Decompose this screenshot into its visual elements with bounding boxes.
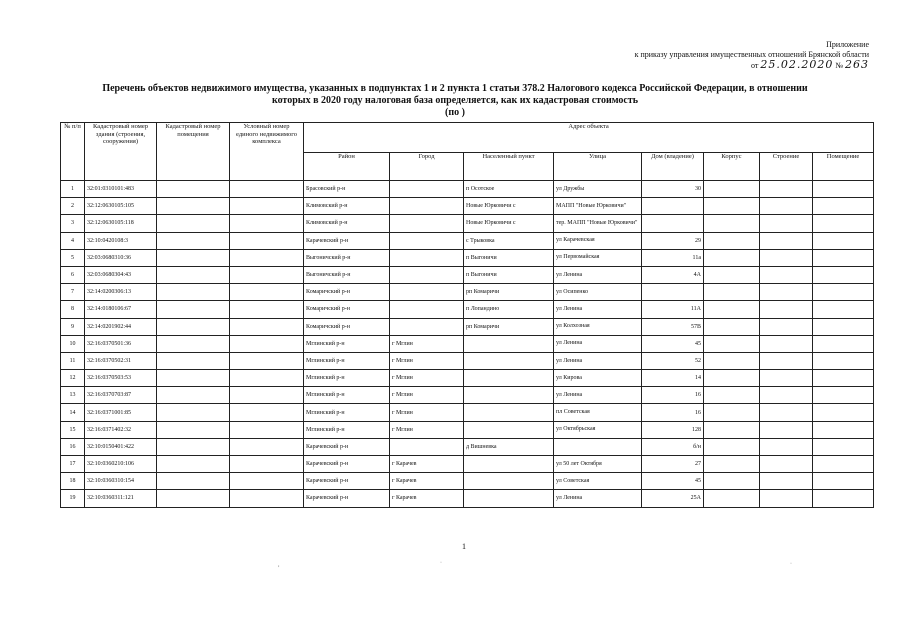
cell-cad-building: 32:10:0360210:106	[85, 456, 157, 473]
cell-locality: с Трыковка	[464, 232, 554, 249]
cell-street: ул Ленина	[554, 266, 642, 283]
cell-house	[642, 284, 704, 301]
cell-structure	[760, 438, 813, 455]
cell-locality: рп Комаричи	[464, 284, 554, 301]
cell-structure	[760, 301, 813, 318]
header-street: Улица	[554, 153, 642, 181]
cell-locality	[464, 335, 554, 352]
page-number: 1	[462, 542, 466, 551]
cell-cad-room	[157, 370, 230, 387]
cell-building	[704, 301, 760, 318]
cell-building	[704, 249, 760, 266]
cell-cond-num	[230, 438, 304, 455]
cell-house	[642, 198, 704, 215]
cell-building	[704, 387, 760, 404]
cell-num: 5	[61, 249, 85, 266]
header-row	[61, 123, 874, 153]
cell-district: Климовский р-н	[304, 215, 390, 232]
cell-street: ул Первомайская	[554, 249, 642, 266]
scan-mark: ·	[440, 560, 442, 566]
cell-city: г Карачев	[390, 473, 464, 490]
table-row	[61, 404, 874, 421]
cell-cad-building: 32:10:0150401:422	[85, 438, 157, 455]
cell-building	[704, 284, 760, 301]
cell-house: 25А	[642, 490, 704, 507]
appendix-title: Приложение	[826, 40, 869, 49]
cell-cad-room	[157, 318, 230, 335]
scan-mark: ,	[278, 562, 280, 568]
appendix-date-line	[635, 60, 869, 71]
cell-district: Климовский р-н	[304, 198, 390, 215]
header-city: Город	[390, 153, 464, 181]
header-room: Помещение	[813, 153, 874, 181]
cell-district: Комаричский р-н	[304, 284, 390, 301]
cell-structure	[760, 473, 813, 490]
cell-cond-num	[230, 181, 304, 198]
cell-house: 57В	[642, 318, 704, 335]
cell-cond-num	[230, 370, 304, 387]
cell-cad-building: 32:03:0680304:43	[85, 266, 157, 283]
cell-district: Мглинский р-н	[304, 352, 390, 369]
table-row	[61, 215, 874, 232]
cell-room	[813, 284, 874, 301]
cell-cad-room	[157, 352, 230, 369]
cell-cad-room	[157, 421, 230, 438]
cell-cond-num	[230, 301, 304, 318]
cell-building	[704, 318, 760, 335]
cell-district: Выгоничский р-н	[304, 266, 390, 283]
table-row	[61, 421, 874, 438]
cell-structure	[760, 284, 813, 301]
cell-cad-room	[157, 301, 230, 318]
cell-locality	[464, 370, 554, 387]
cell-room	[813, 404, 874, 421]
cell-house: 128	[642, 421, 704, 438]
cell-structure	[760, 387, 813, 404]
cell-district: Мглинский р-н	[304, 404, 390, 421]
cell-street: ул Кирова	[554, 370, 642, 387]
cell-num: 13	[61, 387, 85, 404]
cell-street: ул Осипенко	[554, 284, 642, 301]
cell-district: Выгоничский р-н	[304, 249, 390, 266]
cell-cad-room	[157, 181, 230, 198]
cell-cad-room	[157, 266, 230, 283]
appendix-no: №	[835, 61, 843, 70]
cell-city	[390, 215, 464, 232]
cell-city	[390, 284, 464, 301]
cell-street: пл Советская	[554, 404, 642, 421]
appendix-order: к приказу управления имущественных отношений Брянской области	[634, 50, 869, 59]
table-row	[61, 266, 874, 283]
cell-cad-room	[157, 404, 230, 421]
cell-street: ул Карачевская	[554, 232, 642, 249]
cell-district: Брасовский р-н	[304, 181, 390, 198]
cell-cad-building: 32:16:0370501:36	[85, 335, 157, 352]
cell-building	[704, 490, 760, 507]
cell-cond-num	[230, 456, 304, 473]
cell-building	[704, 232, 760, 249]
cell-num: 1	[61, 181, 85, 198]
cell-cond-num	[230, 421, 304, 438]
cell-district: Комаричский р-н	[304, 301, 390, 318]
header-locality: Населенный пункт	[464, 153, 554, 181]
cell-room	[813, 249, 874, 266]
cell-building	[704, 198, 760, 215]
table-row	[61, 490, 874, 507]
cell-house: 45	[642, 335, 704, 352]
header-cad-room: Кадастровый номер помещения	[157, 123, 230, 181]
cell-cad-building: 32:12:0630105:118	[85, 215, 157, 232]
cell-city	[390, 318, 464, 335]
table-row	[61, 301, 874, 318]
cell-house: 11А	[642, 301, 704, 318]
cell-cad-building: 32:14:0200306:13	[85, 284, 157, 301]
cell-structure	[760, 181, 813, 198]
cell-cad-building: 32:16:0371402:32	[85, 421, 157, 438]
table-row	[61, 198, 874, 215]
cell-district: Мглинский р-н	[304, 421, 390, 438]
cell-cond-num	[230, 490, 304, 507]
cell-locality: п Выгоничи	[464, 249, 554, 266]
cell-building	[704, 335, 760, 352]
cell-structure	[760, 318, 813, 335]
header-address: Адрес объекта	[304, 123, 874, 153]
cell-structure	[760, 490, 813, 507]
table-row	[61, 284, 874, 301]
cell-street: тер. МАПП "Новые Юрковичи"	[554, 215, 642, 232]
cell-district: Мглинский р-н	[304, 335, 390, 352]
cell-locality	[464, 352, 554, 369]
cell-cad-room	[157, 387, 230, 404]
cell-building	[704, 421, 760, 438]
table-row	[61, 181, 874, 198]
header-house: Дом (владение)	[642, 153, 704, 181]
cell-city: г Мглин	[390, 421, 464, 438]
title-line-3: (по )	[445, 107, 465, 118]
cell-cad-room	[157, 473, 230, 490]
cell-room	[813, 301, 874, 318]
cell-num: 12	[61, 370, 85, 387]
header-district: Район	[304, 153, 390, 181]
cell-locality: д Вишневка	[464, 438, 554, 455]
cell-cond-num	[230, 335, 304, 352]
cell-room	[813, 370, 874, 387]
appendix-block	[635, 40, 869, 71]
cell-district: Комаричский р-н	[304, 318, 390, 335]
cell-num: 4	[61, 232, 85, 249]
header-building: Корпус	[704, 153, 760, 181]
cell-cond-num	[230, 232, 304, 249]
appendix-from: от	[750, 61, 759, 70]
cell-cad-building: 32:10:0360310:154	[85, 473, 157, 490]
cell-cad-room	[157, 456, 230, 473]
table-row	[61, 387, 874, 404]
cell-house: 52	[642, 352, 704, 369]
cell-room	[813, 490, 874, 507]
cell-locality	[464, 421, 554, 438]
cell-city: г Мглин	[390, 370, 464, 387]
cell-district: Карачевский р-н	[304, 490, 390, 507]
cell-street	[554, 438, 642, 455]
cell-room	[813, 318, 874, 335]
cell-cond-num	[230, 215, 304, 232]
cell-num: 17	[61, 456, 85, 473]
cell-structure	[760, 421, 813, 438]
cell-city	[390, 249, 464, 266]
table-row	[61, 232, 874, 249]
table-body	[61, 181, 874, 508]
cell-cad-room	[157, 249, 230, 266]
cell-room	[813, 266, 874, 283]
cell-num: 9	[61, 318, 85, 335]
cell-city: г Мглин	[390, 352, 464, 369]
cell-house: 14	[642, 370, 704, 387]
cell-district: Мглинский р-н	[304, 387, 390, 404]
title-line-1: Перечень объектов недвижимого имущества, указанных в подпунктах 1 и 2 пункта 1 статьи 378.2 Налогового кодекса Российской Федерации, в отношении	[102, 83, 808, 94]
cell-locality: п Выгоничи	[464, 266, 554, 283]
cell-cond-num	[230, 284, 304, 301]
cell-cond-num	[230, 266, 304, 283]
scan-mark: ·	[790, 561, 792, 567]
cell-cad-building: 32:16:0370703:87	[85, 387, 157, 404]
cell-num: 19	[61, 490, 85, 507]
cell-room	[813, 232, 874, 249]
cell-building	[704, 370, 760, 387]
cell-cad-room	[157, 198, 230, 215]
cell-street: ул Ленина	[554, 387, 642, 404]
cell-structure	[760, 456, 813, 473]
cell-building	[704, 404, 760, 421]
cell-room	[813, 335, 874, 352]
cell-num: 16	[61, 438, 85, 455]
cell-house: 27	[642, 456, 704, 473]
property-table	[60, 122, 874, 508]
cell-cad-building: 32:03:0680310:36	[85, 249, 157, 266]
cell-house: б/н	[642, 438, 704, 455]
cell-city	[390, 232, 464, 249]
cell-city	[390, 181, 464, 198]
cell-num: 3	[61, 215, 85, 232]
table-row	[61, 473, 874, 490]
cell-locality	[464, 387, 554, 404]
table-row	[61, 318, 874, 335]
cell-cad-room	[157, 284, 230, 301]
cell-street: ул 50 лет Октября	[554, 456, 642, 473]
cell-locality: п Лопандино	[464, 301, 554, 318]
cell-cad-building: 32:10:0360311:121	[85, 490, 157, 507]
cell-cad-building: 32:14:0180106:67	[85, 301, 157, 318]
cell-room	[813, 198, 874, 215]
cell-city: г Карачев	[390, 490, 464, 507]
cell-city	[390, 301, 464, 318]
cell-building	[704, 456, 760, 473]
cell-house: 4А	[642, 266, 704, 283]
cell-building	[704, 473, 760, 490]
cell-district: Карачевский р-н	[304, 232, 390, 249]
cell-room	[813, 438, 874, 455]
cell-cad-room	[157, 215, 230, 232]
cell-cad-room	[157, 232, 230, 249]
cell-city: г Мглин	[390, 335, 464, 352]
cell-locality: Новые Юрковичи с	[464, 215, 554, 232]
cell-num: 10	[61, 335, 85, 352]
cell-cad-building: 32:10:0420108:3	[85, 232, 157, 249]
cell-num: 11	[61, 352, 85, 369]
cell-room	[813, 421, 874, 438]
cell-num: 2	[61, 198, 85, 215]
cell-house	[642, 215, 704, 232]
cell-locality: Новые Юрковичи с	[464, 198, 554, 215]
title-line-2: которых в 2020 году налоговая база определяется, как их кадастровая стоимость	[271, 95, 639, 106]
cell-cad-room	[157, 438, 230, 455]
header-num: № п/п	[61, 123, 85, 181]
cell-street: ул Ленина	[554, 301, 642, 318]
cell-building	[704, 266, 760, 283]
cell-num: 15	[61, 421, 85, 438]
table-row	[61, 438, 874, 455]
cell-cond-num	[230, 404, 304, 421]
cell-city: г Мглин	[390, 404, 464, 421]
table-row	[61, 352, 874, 369]
cell-city: г Карачев	[390, 456, 464, 473]
cell-num: 6	[61, 266, 85, 283]
cell-room	[813, 473, 874, 490]
cell-num: 7	[61, 284, 85, 301]
cell-building	[704, 181, 760, 198]
cell-room	[813, 215, 874, 232]
cell-locality: п Осотское	[464, 181, 554, 198]
document-title	[40, 83, 870, 119]
header-cad-building: Кадастровый номер здания (строения, сооружения)	[85, 123, 157, 181]
cell-street: ул Ленина	[554, 490, 642, 507]
cell-house: 16	[642, 404, 704, 421]
cell-cond-num	[230, 249, 304, 266]
cell-building	[704, 215, 760, 232]
cell-locality	[464, 490, 554, 507]
cell-street: ул Колхозная	[554, 318, 642, 335]
cell-district: Мглинский р-н	[304, 370, 390, 387]
cell-locality: рп Комаричи	[464, 318, 554, 335]
cell-structure	[760, 249, 813, 266]
cell-locality	[464, 456, 554, 473]
cell-structure	[760, 370, 813, 387]
cell-city	[390, 438, 464, 455]
cell-house: 11а	[642, 249, 704, 266]
cell-num: 18	[61, 473, 85, 490]
cell-street: ул Советская	[554, 473, 642, 490]
header-structure: Строение	[760, 153, 813, 181]
cell-district: Карачевский р-н	[304, 456, 390, 473]
table-row	[61, 335, 874, 352]
cell-room	[813, 387, 874, 404]
cell-structure	[760, 215, 813, 232]
cell-locality	[464, 404, 554, 421]
cell-structure	[760, 266, 813, 283]
cell-city: г Мглин	[390, 387, 464, 404]
cell-building	[704, 352, 760, 369]
cell-locality	[464, 473, 554, 490]
appendix-number: 263	[845, 58, 869, 71]
cell-structure	[760, 352, 813, 369]
cell-room	[813, 456, 874, 473]
cell-street: МАПП "Новые Юрковичи"	[554, 198, 642, 215]
cell-cond-num	[230, 387, 304, 404]
header-cond-num: Условный номер единого недвижимого комплекса	[230, 123, 304, 181]
cell-room	[813, 352, 874, 369]
cell-structure	[760, 232, 813, 249]
cell-city	[390, 198, 464, 215]
cell-cad-room	[157, 335, 230, 352]
cell-cond-num	[230, 318, 304, 335]
cell-house: 30	[642, 181, 704, 198]
cell-street: ул Ленина	[554, 352, 642, 369]
cell-cad-building: 32:12:0630105:105	[85, 198, 157, 215]
cell-cad-building: 32:01:0310101:483	[85, 181, 157, 198]
cell-building	[704, 438, 760, 455]
cell-house: 16	[642, 387, 704, 404]
cell-house: 29	[642, 232, 704, 249]
cell-structure	[760, 335, 813, 352]
table-row	[61, 370, 874, 387]
cell-cad-building: 32:16:0371001:85	[85, 404, 157, 421]
cell-cad-room	[157, 490, 230, 507]
cell-district: Карачевский р-н	[304, 438, 390, 455]
cell-street: ул Дружбы	[554, 181, 642, 198]
cell-cond-num	[230, 352, 304, 369]
table-row	[61, 456, 874, 473]
cell-structure	[760, 198, 813, 215]
cell-cond-num	[230, 473, 304, 490]
cell-cad-building: 32:16:0370503:53	[85, 370, 157, 387]
cell-street: ул Ленина	[554, 335, 642, 352]
cell-house: 45	[642, 473, 704, 490]
cell-structure	[760, 404, 813, 421]
cell-cond-num	[230, 198, 304, 215]
cell-district: Карачевский р-н	[304, 473, 390, 490]
cell-num: 14	[61, 404, 85, 421]
cell-cad-building: 32:16:0370502:31	[85, 352, 157, 369]
cell-street: ул Октябрьская	[554, 421, 642, 438]
cell-cad-building: 32:14:0201902:44	[85, 318, 157, 335]
appendix-date: 25.02.2020	[760, 58, 834, 71]
cell-city	[390, 266, 464, 283]
table-row	[61, 249, 874, 266]
cell-room	[813, 181, 874, 198]
cell-num: 8	[61, 301, 85, 318]
